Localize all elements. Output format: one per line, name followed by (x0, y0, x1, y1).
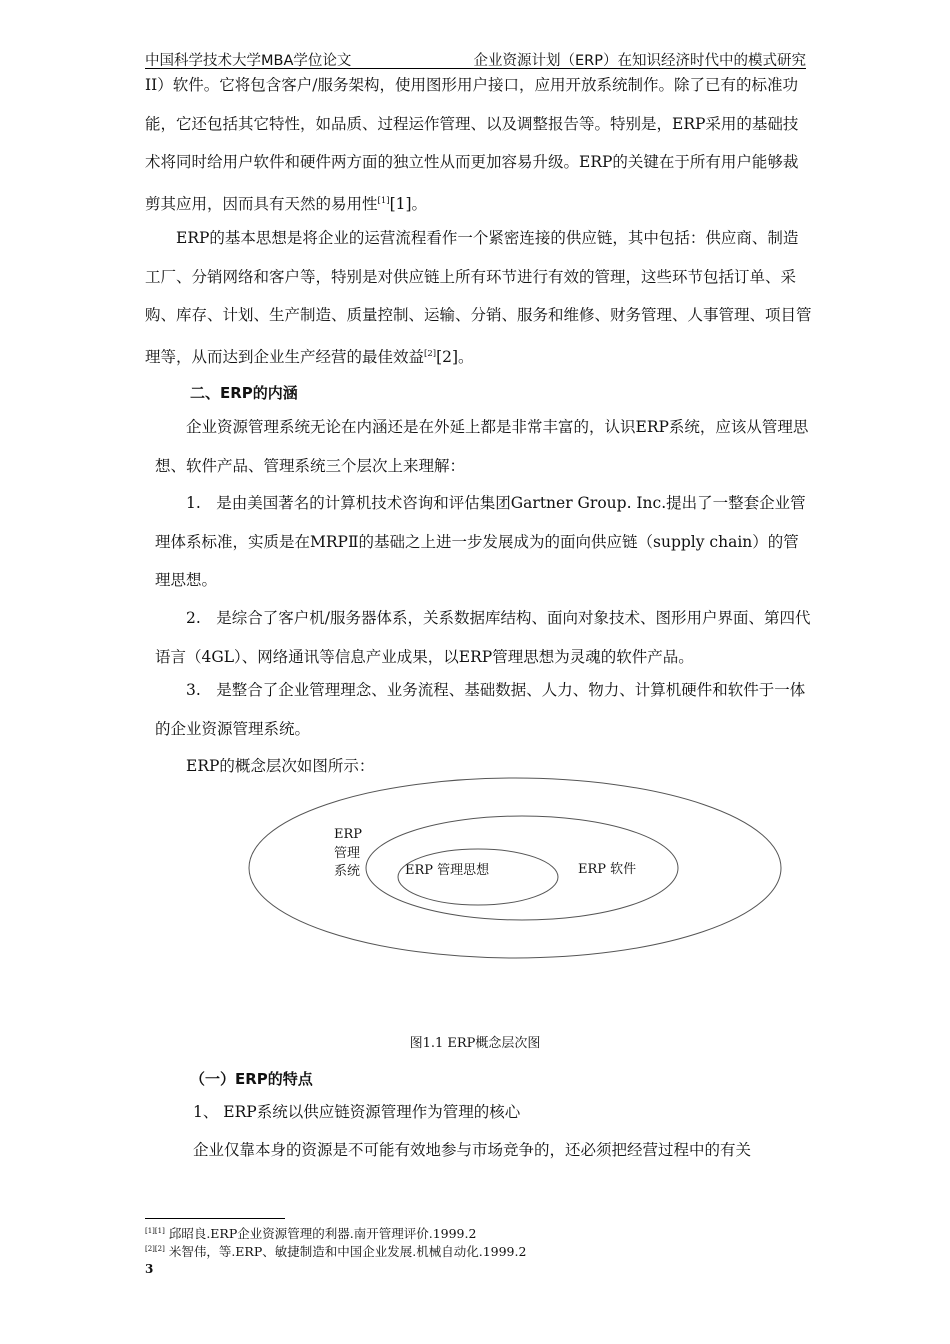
header-left: 中国科学技术大学MBA学位论文 (145, 53, 352, 69)
inner-label: ERP 管理思想 (405, 863, 490, 878)
figure-caption: 图1.1 ERP概念层次图 (409, 1036, 541, 1051)
section-heading-2: 二、ERP的内涵 (190, 384, 298, 402)
footnote-1: [1][1] 邱昭良.ERP企业资源管理的利器.南开管理评价.1999.2 (145, 1226, 477, 1241)
paragraph-1: II）软件。它将包含客户/服务架构，使用图形用户接口，应用开放系统制作。除了已有的标准功能，它还包括其它特性，如品质、过程运作管理、以及调整报告等。特别是，ERP采用的基础技术将同时给用户软件和硬件两方面的独立性从而更加容易升级。ERP的关键在于所有用户能够裁剪其应用，因而具有天然的易用性[1][1]。 (145, 76, 799, 213)
footnote-separator (145, 1218, 285, 1219)
citation-sup-1: [1] (377, 195, 390, 206)
paragraph-2: ERP的基本思想是将企业的运营流程看作一个紧密连接的供应链，其中包括：供应商、制造工厂、分销网络和客户等，特别是对供应链上所有环节进行有效的管理，这些环节包括订单、采购、库存、计划、生产制造、质量控制、运输、分销、服务和维修、财务管理、人事管理、项目管理等，从而达到企业生产经营的最佳效益[2][2]。 (145, 229, 812, 366)
list-item-2: 2. 是综合了客户机/服务器体系，关系数据库结构、面向对象技术、图形用户界面、第四代语言（4GL）、网络通讯等信息产业成果，以ERP管理思想为灵魂的软件产品。 (155, 609, 811, 666)
middle-label: ERP 软件 (578, 862, 637, 877)
list-item-3: 3. 是整合了企业管理理念、业务流程、基础数据、人力、物力、计算机硬件和软件于一体的企业资源管理系统。 (155, 681, 806, 738)
outer-label-line-2: 管理 (334, 846, 361, 861)
subsection-heading: （一）ERP的特点 (190, 1070, 313, 1088)
footnote-2: [2][2] 米智伟，等.ERP、敏捷制造和中国企业发展.机械自动化.1999.2 (145, 1244, 527, 1259)
paragraph-3: 企业资源管理系统无论在内涵还是在外延上都是非常丰富的，认识ERP系统，应该从管理思想、软件产品、管理系统三个层次上来理解： (155, 418, 809, 475)
citation-sup-2: [2] (424, 348, 437, 359)
page-number: 3 (145, 1262, 154, 1276)
outer-label-line-1: ERP (334, 827, 363, 842)
outer-ellipse (249, 778, 781, 958)
outer-label-line-3: 系统 (334, 864, 361, 879)
diagram-intro: ERP的概念层次如图所示： (186, 757, 375, 775)
list-item-1: 1. 是由美国著名的计算机技术咨询和评估集团Gartner Group. Inc.提出了一整套企业管理体系标准，实质是在MRPⅡ的基础之上进一步发展成为的面向供应链（supply chain）的管理思想。 (155, 494, 806, 589)
feature-item-1: 1、 ERP系统以供应链资源管理作为管理的核心 (193, 1103, 521, 1121)
header-right: 企业资源计划（ERP）在知识经济时代中的模式研究 (473, 53, 806, 69)
paragraph-4: 企业仅靠本身的资源是不可能有效地参与市场竞争的，还必须把经营过程中的有关 (193, 1141, 752, 1159)
